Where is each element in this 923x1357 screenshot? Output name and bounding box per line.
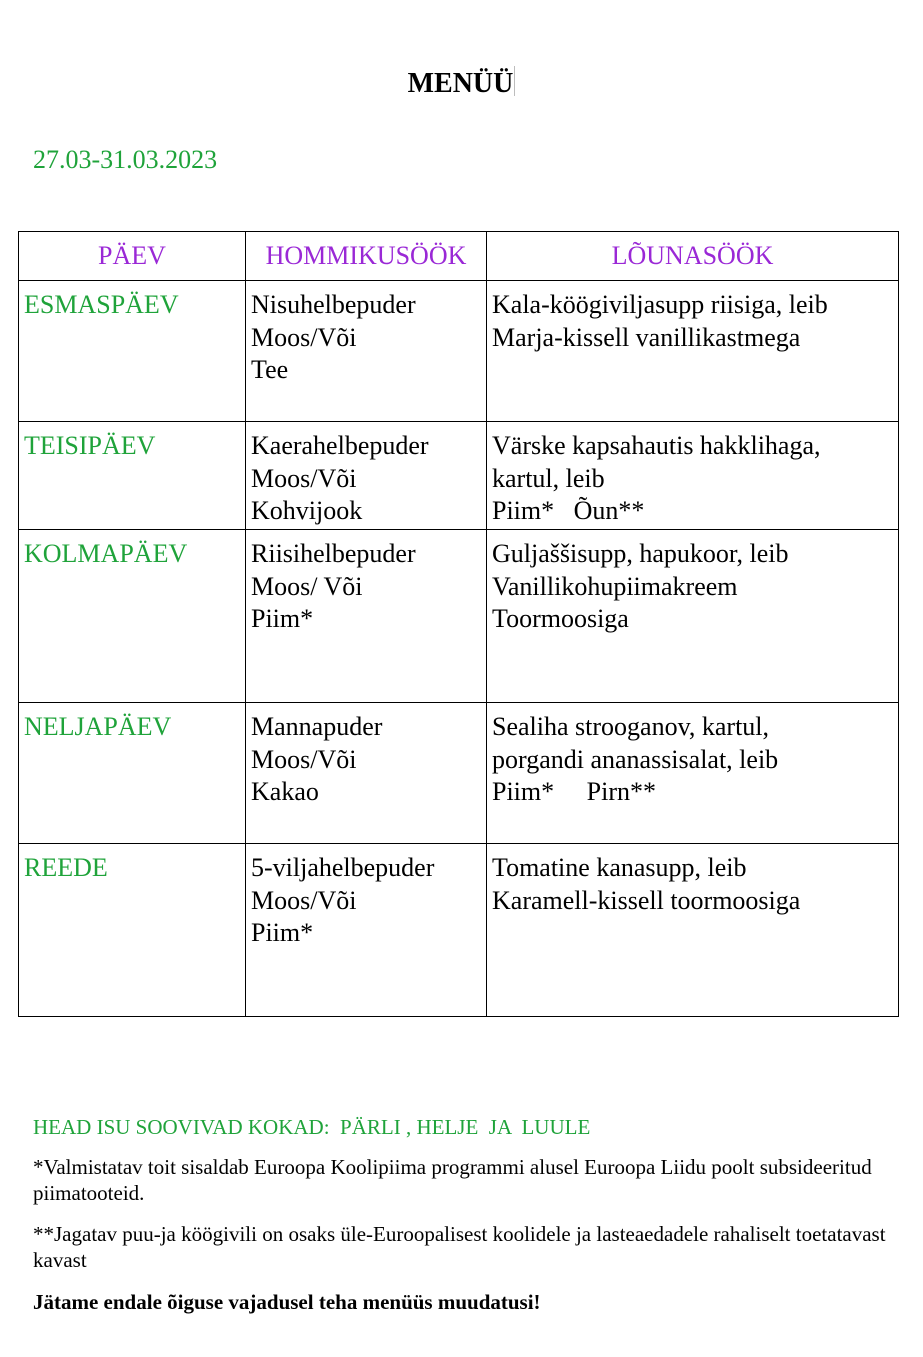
lunch-cell [487, 530, 899, 703]
menu-change-notice: Jätame endale õiguse vajadusel teha menüüs muudatusi! [33, 1290, 541, 1314]
cooks-greeting: HEAD ISU SOOVIVAD KOKAD: PÄRLI , HELJE JA LUULE [33, 1115, 591, 1139]
menu-item: Piim* [251, 604, 314, 633]
menu-item: Guljaššisupp, hapukoor, leib [492, 539, 789, 568]
day-cell: REEDE [19, 844, 246, 1017]
breakfast-cell [246, 422, 487, 530]
menu-item: Mannapuder [251, 712, 383, 741]
milk-programme-note: *Valmistatav toit sisaldab Euroopa Koolipiima programmi alusel Euroopa Liidu poolt subsideeritud piimatooteid. [33, 1155, 872, 1205]
menu-item: Värske kapsahautis hakklihaga, [492, 431, 821, 460]
menu-item: kartul, leib [492, 463, 605, 493]
fruit-programme-note: **Jagatav puu-ja köögivili on osaks üle-Euroopalisest koolidele ja lasteaedadele rahaliselt toetatavast kavast [33, 1222, 886, 1272]
menu-item: Marja-kissell vanillikastmega [492, 322, 801, 352]
lunch-cell [487, 844, 899, 1017]
menu-item: Kala-köögiviljasupp riisiga, leib [492, 290, 828, 319]
lunch-cell [487, 422, 899, 530]
day-cell: KOLMAPÄEV [19, 530, 246, 703]
menu-item: Piim* Õun** [492, 496, 645, 525]
menu-item: Moos/Või [251, 885, 357, 915]
text-cursor [514, 66, 515, 96]
lunch-cell [487, 281, 899, 422]
date-range: 27.03-31.03.2023 [33, 145, 218, 174]
breakfast-cell [246, 703, 487, 844]
menu-item: Nisuhelbepuder [251, 290, 416, 319]
table-header-row [19, 232, 899, 281]
breakfast-cell [246, 530, 487, 703]
menu-item: Kohvijook [251, 496, 363, 525]
menu-item: Piim* Pirn** [492, 777, 656, 806]
breakfast-cell [246, 844, 487, 1017]
table-row [19, 530, 899, 703]
page-title-text: MENÜÜ [407, 68, 514, 99]
menu-table [18, 231, 899, 1017]
menu-item: Vanillikohupiimakreem [492, 571, 738, 601]
menu-item: Moos/ Või [251, 571, 363, 601]
table-row [19, 844, 899, 1017]
menu-item: Kaerahelbepuder [251, 431, 429, 460]
table-row [19, 422, 899, 530]
menu-item: Riisihelbepuder [251, 539, 416, 568]
breakfast-cell [246, 281, 487, 422]
header-breakfast: HOMMIKUSÖÖK [246, 232, 487, 281]
menu-item: porgandi ananassisalat, leib [492, 744, 779, 774]
menu-item: Toormoosiga [492, 604, 629, 633]
menu-item: Tee [251, 355, 289, 384]
header-day: PÄEV [19, 232, 246, 281]
menu-item: Piim* [251, 918, 314, 947]
menu-item: Moos/Või [251, 463, 357, 493]
menu-item: Kakao [251, 777, 319, 806]
lunch-cell [487, 703, 899, 844]
day-cell: TEISIPÄEV [19, 422, 246, 530]
menu-item: Karamell-kissell toormoosiga [492, 885, 801, 915]
table-row [19, 703, 899, 844]
menu-item: Tomatine kanasupp, leib [492, 853, 747, 882]
menu-item: Moos/Või [251, 322, 357, 352]
menu-item: Sealiha strooganov, kartul, [492, 712, 770, 741]
page-title [0, 66, 923, 101]
menu-item: Moos/Või [251, 744, 357, 774]
day-cell: NELJAPÄEV [19, 703, 246, 844]
header-lunch: LÕUNASÖÖK [487, 232, 899, 281]
day-cell: ESMASPÄEV [19, 281, 246, 422]
menu-item: 5-viljahelbepuder [251, 853, 435, 882]
table-row [19, 281, 899, 422]
